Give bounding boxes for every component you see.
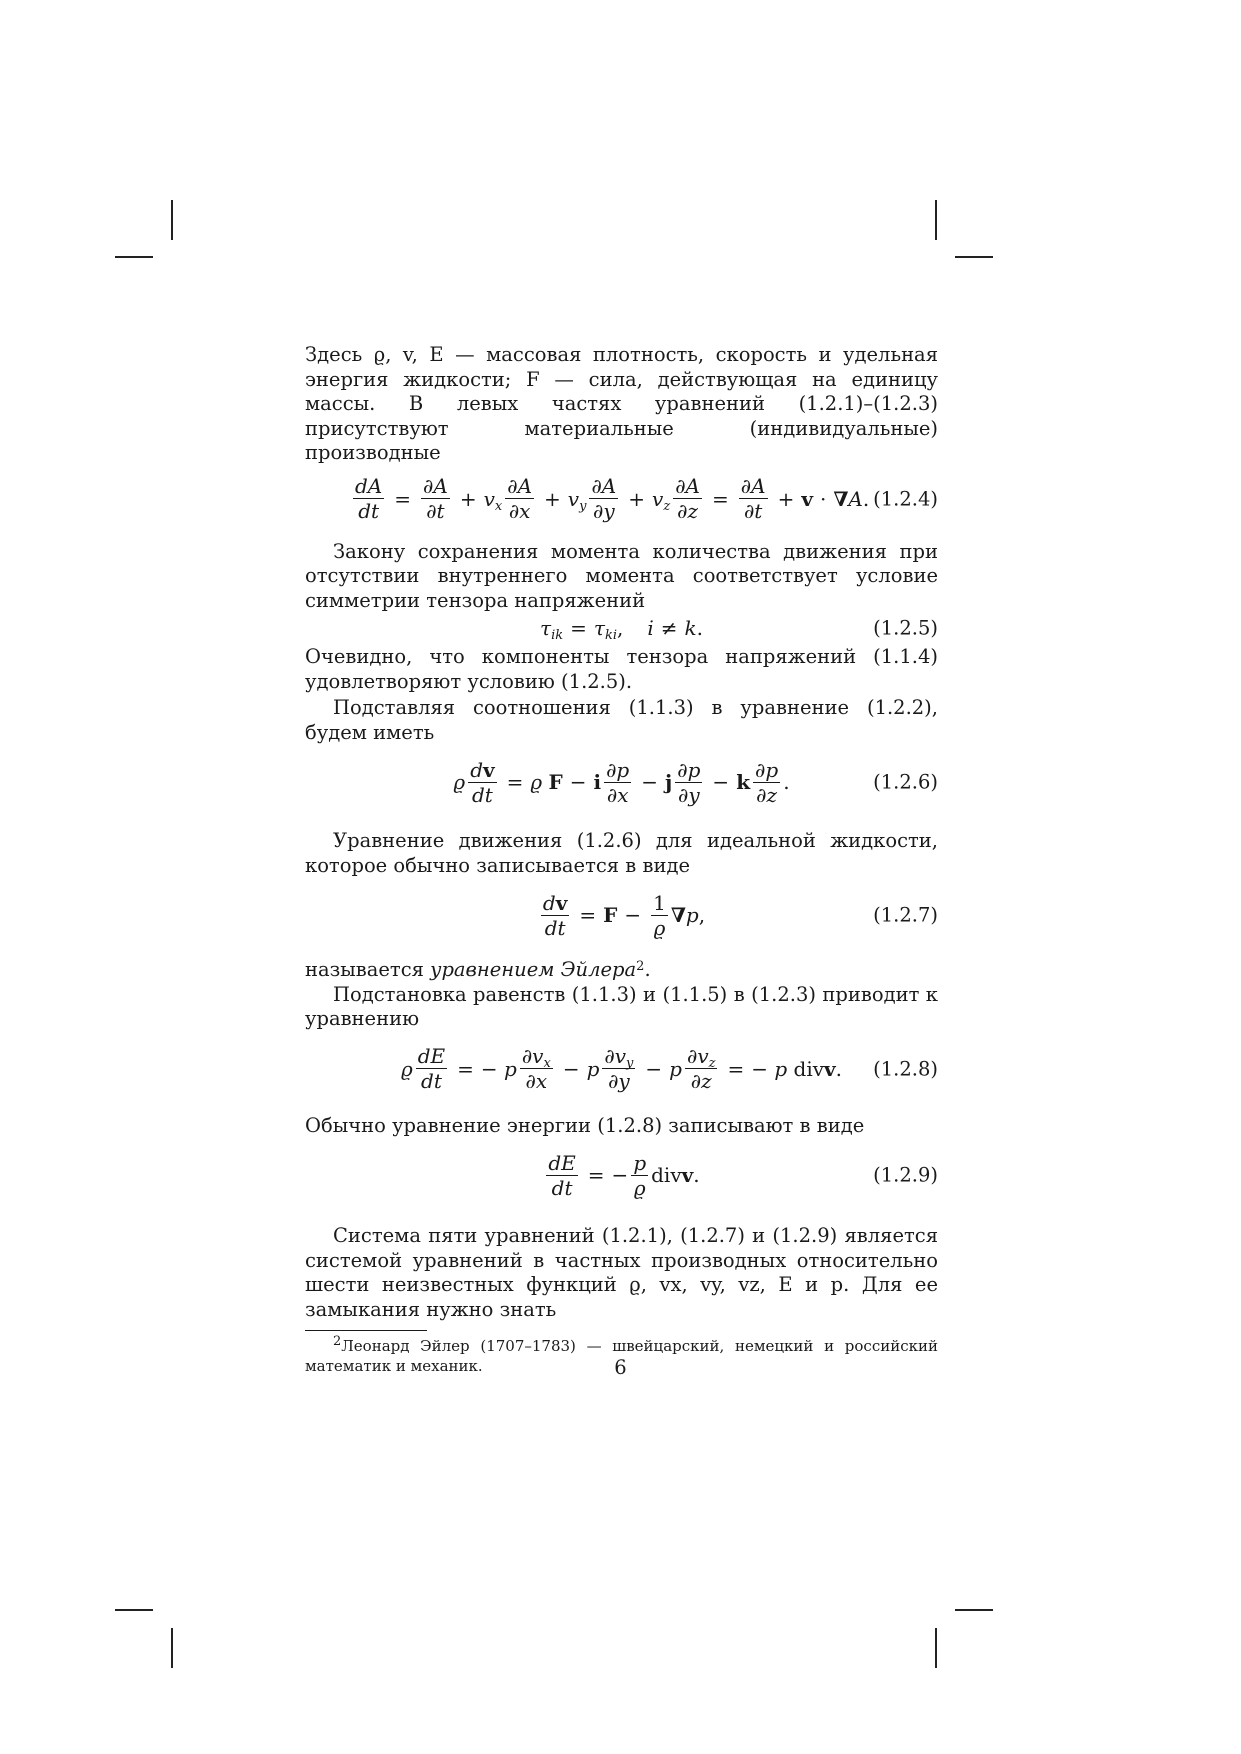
- paragraph-1: Здесь ϱ, v, E — массовая плотность, скорость и удельная энергия жидкости; F — сила, действующая на единицу массы. В левых частях уравнений (1.2.1)–(1.2.3) присутствуют материальные (индивидуальные) производные: [305, 343, 938, 464]
- equation-1-2-5: $\tau_{ik}$ = $\tau_{ki}$ , i ≠ k . (1.2.5): [539, 616, 938, 643]
- crop-mark-top-left-vertical: [171, 200, 173, 240]
- paragraph-3: Очевидно, что компоненты тензора напряжений (1.1.4) удовлетворяют условию (1.2.5).: [305, 645, 938, 693]
- footnote-mark: 2: [636, 959, 645, 974]
- paragraph-5: Уравнение движения (1.2.6) для идеальной жидкости, которое обычно записывается в виде: [305, 829, 938, 877]
- page-body: [305, 343, 938, 1376]
- equation-number: (1.2.5): [873, 616, 938, 640]
- paragraph-7: Подстановка равенств (1.1.3) и (1.1.5) в (1.2.3) приводит к уравнению: [305, 982, 938, 1030]
- equation-number: (1.2.9): [873, 1163, 938, 1187]
- crop-mark-top-right-vertical: [935, 200, 937, 240]
- paragraph-9: Система пяти уравнений (1.2.1), (1.2.7) и (1.2.9) является системой уравнений в частных производных относительно шести неизвестных функций ϱ, vx, vy, vz, E и p. Для ее замыкания нужно знать: [305, 1224, 938, 1321]
- crop-mark-top-right-horizontal: [955, 256, 993, 258]
- text-after: .: [644, 958, 651, 981]
- equation-number: (1.2.8): [873, 1057, 938, 1080]
- paragraph-2: Закону сохранения момента количества движения при отсутствии внутреннего момента соответствует условие симметрии тензора напряжений: [305, 539, 938, 612]
- equation-1-2-7: $\frac{dv}{dt}$ = F − $\frac{1}{ϱ}$ ∇ p , (1.2.7): [542, 890, 938, 940]
- equation-number: (1.2.4): [873, 487, 938, 510]
- page-number: 6: [614, 1356, 627, 1379]
- crop-mark-top-left-horizontal: [115, 256, 153, 258]
- footnote-rule: [305, 1330, 427, 1331]
- paragraph-6: [305, 958, 938, 983]
- equation-1-2-9: $\frac{dE}{dt}$ = − $\frac{p}{ϱ}$ div v . (1.2.9): [548, 1150, 938, 1200]
- text-before: называется: [305, 958, 431, 981]
- crop-mark-bottom-left-horizontal: [115, 1609, 153, 1611]
- term-euler-equation: уравнением Эйлера: [430, 958, 637, 981]
- equation-1-2-6: ϱ $\frac{dv}{dt}$ = ϱ F − i $\frac{\partial p}{\partial x}$ − j $\frac{\partial p}{\partial y}$ − k $\frac{\partial p}{\partial z}$ . (1.2.6): [453, 757, 938, 807]
- paragraph-4: Подставляя соотношения (1.1.3) в уравнение (1.2.2), будем иметь: [305, 696, 938, 744]
- equation-number: (1.2.7): [873, 903, 938, 927]
- equation-1-2-4: $\frac{dA}{dt}$ = $\frac{\partial A}{\partial t}$ + $v_x$ $\frac{\partial A}{\partial x}$ + $v_y$ $\frac{\partial A}{\partial y}$ + $v_z$ $\frac{\partial A}{\partial z}$ = $\frac{\partial A}{\partial t}$ + v · ∇ A . (1.2.4): [355, 474, 938, 523]
- equation-1-2-8: ϱ $\frac{dE}{dt}$ = − p $\frac{\partial v_x}{\partial x}$ − p $\frac{\partial v_y}{\partial y}$ − p $\frac{\partial v_z}{\partial z}$ = − p div v . (1.2.8): [400, 1044, 938, 1093]
- crop-mark-bottom-right-vertical: [935, 1628, 937, 1668]
- equation-number: (1.2.6): [873, 770, 938, 794]
- footnote-mark: 2: [333, 1334, 342, 1350]
- footnote-text: Леонард Эйлер (1707–1783) — швейцарский, немецкий и российский математик и механик.: [305, 1337, 938, 1376]
- paragraph-8: Обычно уравнение энергии (1.2.8) записывают в виде: [305, 1113, 865, 1137]
- crop-mark-bottom-left-vertical: [171, 1628, 173, 1668]
- crop-mark-bottom-right-horizontal: [955, 1609, 993, 1611]
